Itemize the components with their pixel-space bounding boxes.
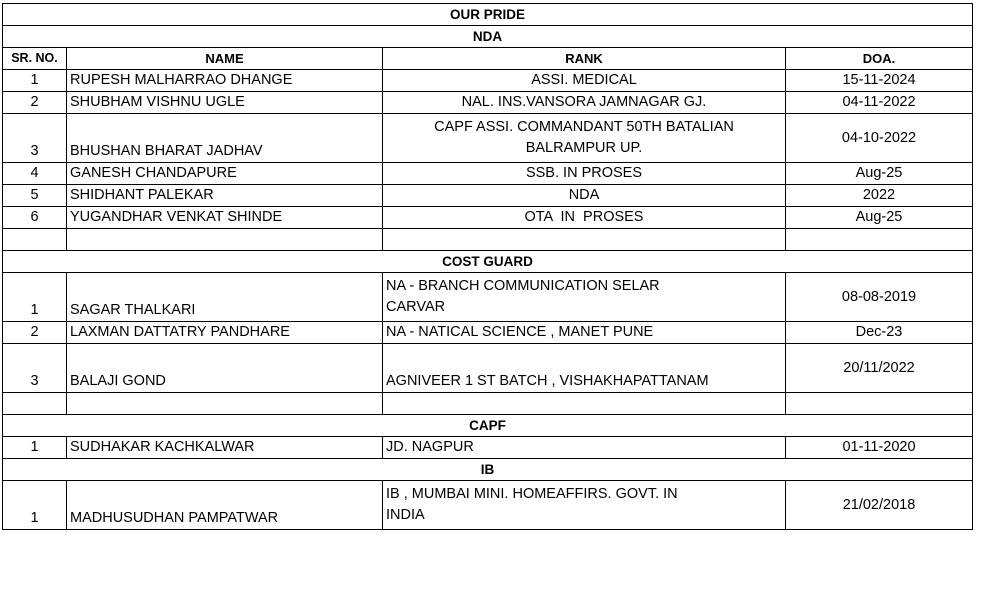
cell-rank-line1: IB , MUMBAI MINI. HOMEAFFIRS. GOVT. IN [386,486,678,502]
cell-doa: 01-11-2020 [786,437,973,459]
empty-cell [67,229,383,251]
cell-name: SUDHAKAR KACHKALWAR [67,437,383,459]
section-heading-nda: NDA [3,26,973,48]
cell-doa: 04-11-2022 [786,92,973,114]
cell-rank: NDA [383,185,786,207]
section-header-row [3,26,973,48]
table-row [3,322,973,344]
table-row [3,163,973,185]
column-header-row [3,48,973,70]
cell-name: SHIDHANT PALEKAR [67,185,383,207]
table-row [3,70,973,92]
cell-name: GANESH CHANDAPURE [67,163,383,185]
table-row [3,481,973,530]
cell-sr: 2 [3,322,67,344]
section-header-row [3,415,973,437]
cell-sr: 1 [3,273,67,322]
cell-doa: 20/11/2022 [786,344,973,393]
cell-rank-line1: CAPF ASSI. COMMANDANT 50TH BATALIAN [434,119,734,135]
empty-row [3,393,973,415]
table-row [3,273,973,322]
cell-doa: 2022 [786,185,973,207]
cell-name: SHUBHAM VISHNU UGLE [67,92,383,114]
cell-name: BALAJI GOND [67,344,383,393]
cell-sr: 2 [3,92,67,114]
cell-doa: Aug-25 [786,163,973,185]
col-header-rank: RANK [383,48,786,70]
cell-rank: AGNIVEER 1 ST BATCH , VISHAKHAPATTANAM [383,344,786,393]
table-row [3,207,973,229]
cell-sr: 3 [3,114,67,163]
cell-sr: 1 [3,70,67,92]
section-heading-capf: CAPF [3,415,973,437]
table-row [3,437,973,459]
table-row [3,185,973,207]
cell-rank: OTA IN PROSES [383,207,786,229]
table-row [3,92,973,114]
cell-name: LAXMAN DATTATRY PANDHARE [67,322,383,344]
section-heading-ib: IB [3,459,973,481]
cell-rank: JD. NAGPUR [383,437,786,459]
col-header-name: NAME [67,48,383,70]
cell-doa: Dec-23 [786,322,973,344]
pride-table [2,3,973,530]
cell-rank-line2: BALRAMPUR UP. [525,140,643,156]
cell-name: SAGAR THALKARI [67,273,383,322]
cell-name: RUPESH MALHARRAO DHANGE [67,70,383,92]
cell-rank-line1: NA - BRANCH COMMUNICATION SELAR [386,278,660,294]
col-header-doa: DOA. [786,48,973,70]
cell-rank: SSB. IN PROSES [383,163,786,185]
cell-name: MADHUSUDHAN PAMPATWAR [67,481,383,530]
cell-sr: 4 [3,163,67,185]
table-row [3,344,973,393]
cell-doa: 04-10-2022 [786,114,973,163]
sheet-title: OUR PRIDE [3,4,973,26]
col-header-sr: SR. NO. [3,48,67,70]
cell-rank-line2: CARVAR [386,299,446,315]
cell-name: BHUSHAN BHARAT JADHAV [67,114,383,163]
empty-row [3,229,973,251]
cell-doa: 08-08-2019 [786,273,973,322]
cell-sr: 1 [3,437,67,459]
cell-rank-line2: INDIA [386,507,425,523]
section-heading-cost-guard: COST GUARD [3,251,973,273]
empty-cell [786,229,973,251]
table-row [3,114,973,163]
empty-cell [786,393,973,415]
section-header-row [3,251,973,273]
cell-rank [383,114,786,163]
cell-doa: 21/02/2018 [786,481,973,530]
section-header-row [3,459,973,481]
empty-cell [3,229,67,251]
empty-cell [383,393,786,415]
cell-sr: 5 [3,185,67,207]
empty-cell [383,229,786,251]
cell-doa: 15-11-2024 [786,70,973,92]
cell-rank [383,273,786,322]
cell-sr: 1 [3,481,67,530]
title-row [3,4,973,26]
cell-name: YUGANDHAR VENKAT SHINDE [67,207,383,229]
cell-rank [383,481,786,530]
cell-doa: Aug-25 [786,207,973,229]
cell-rank: NAL. INS.VANSORA JAMNAGAR GJ. [383,92,786,114]
cell-sr: 3 [3,344,67,393]
cell-sr: 6 [3,207,67,229]
cell-rank: NA - NATICAL SCIENCE , MANET PUNE [383,322,786,344]
empty-cell [67,393,383,415]
cell-rank: ASSI. MEDICAL [383,70,786,92]
empty-cell [3,393,67,415]
